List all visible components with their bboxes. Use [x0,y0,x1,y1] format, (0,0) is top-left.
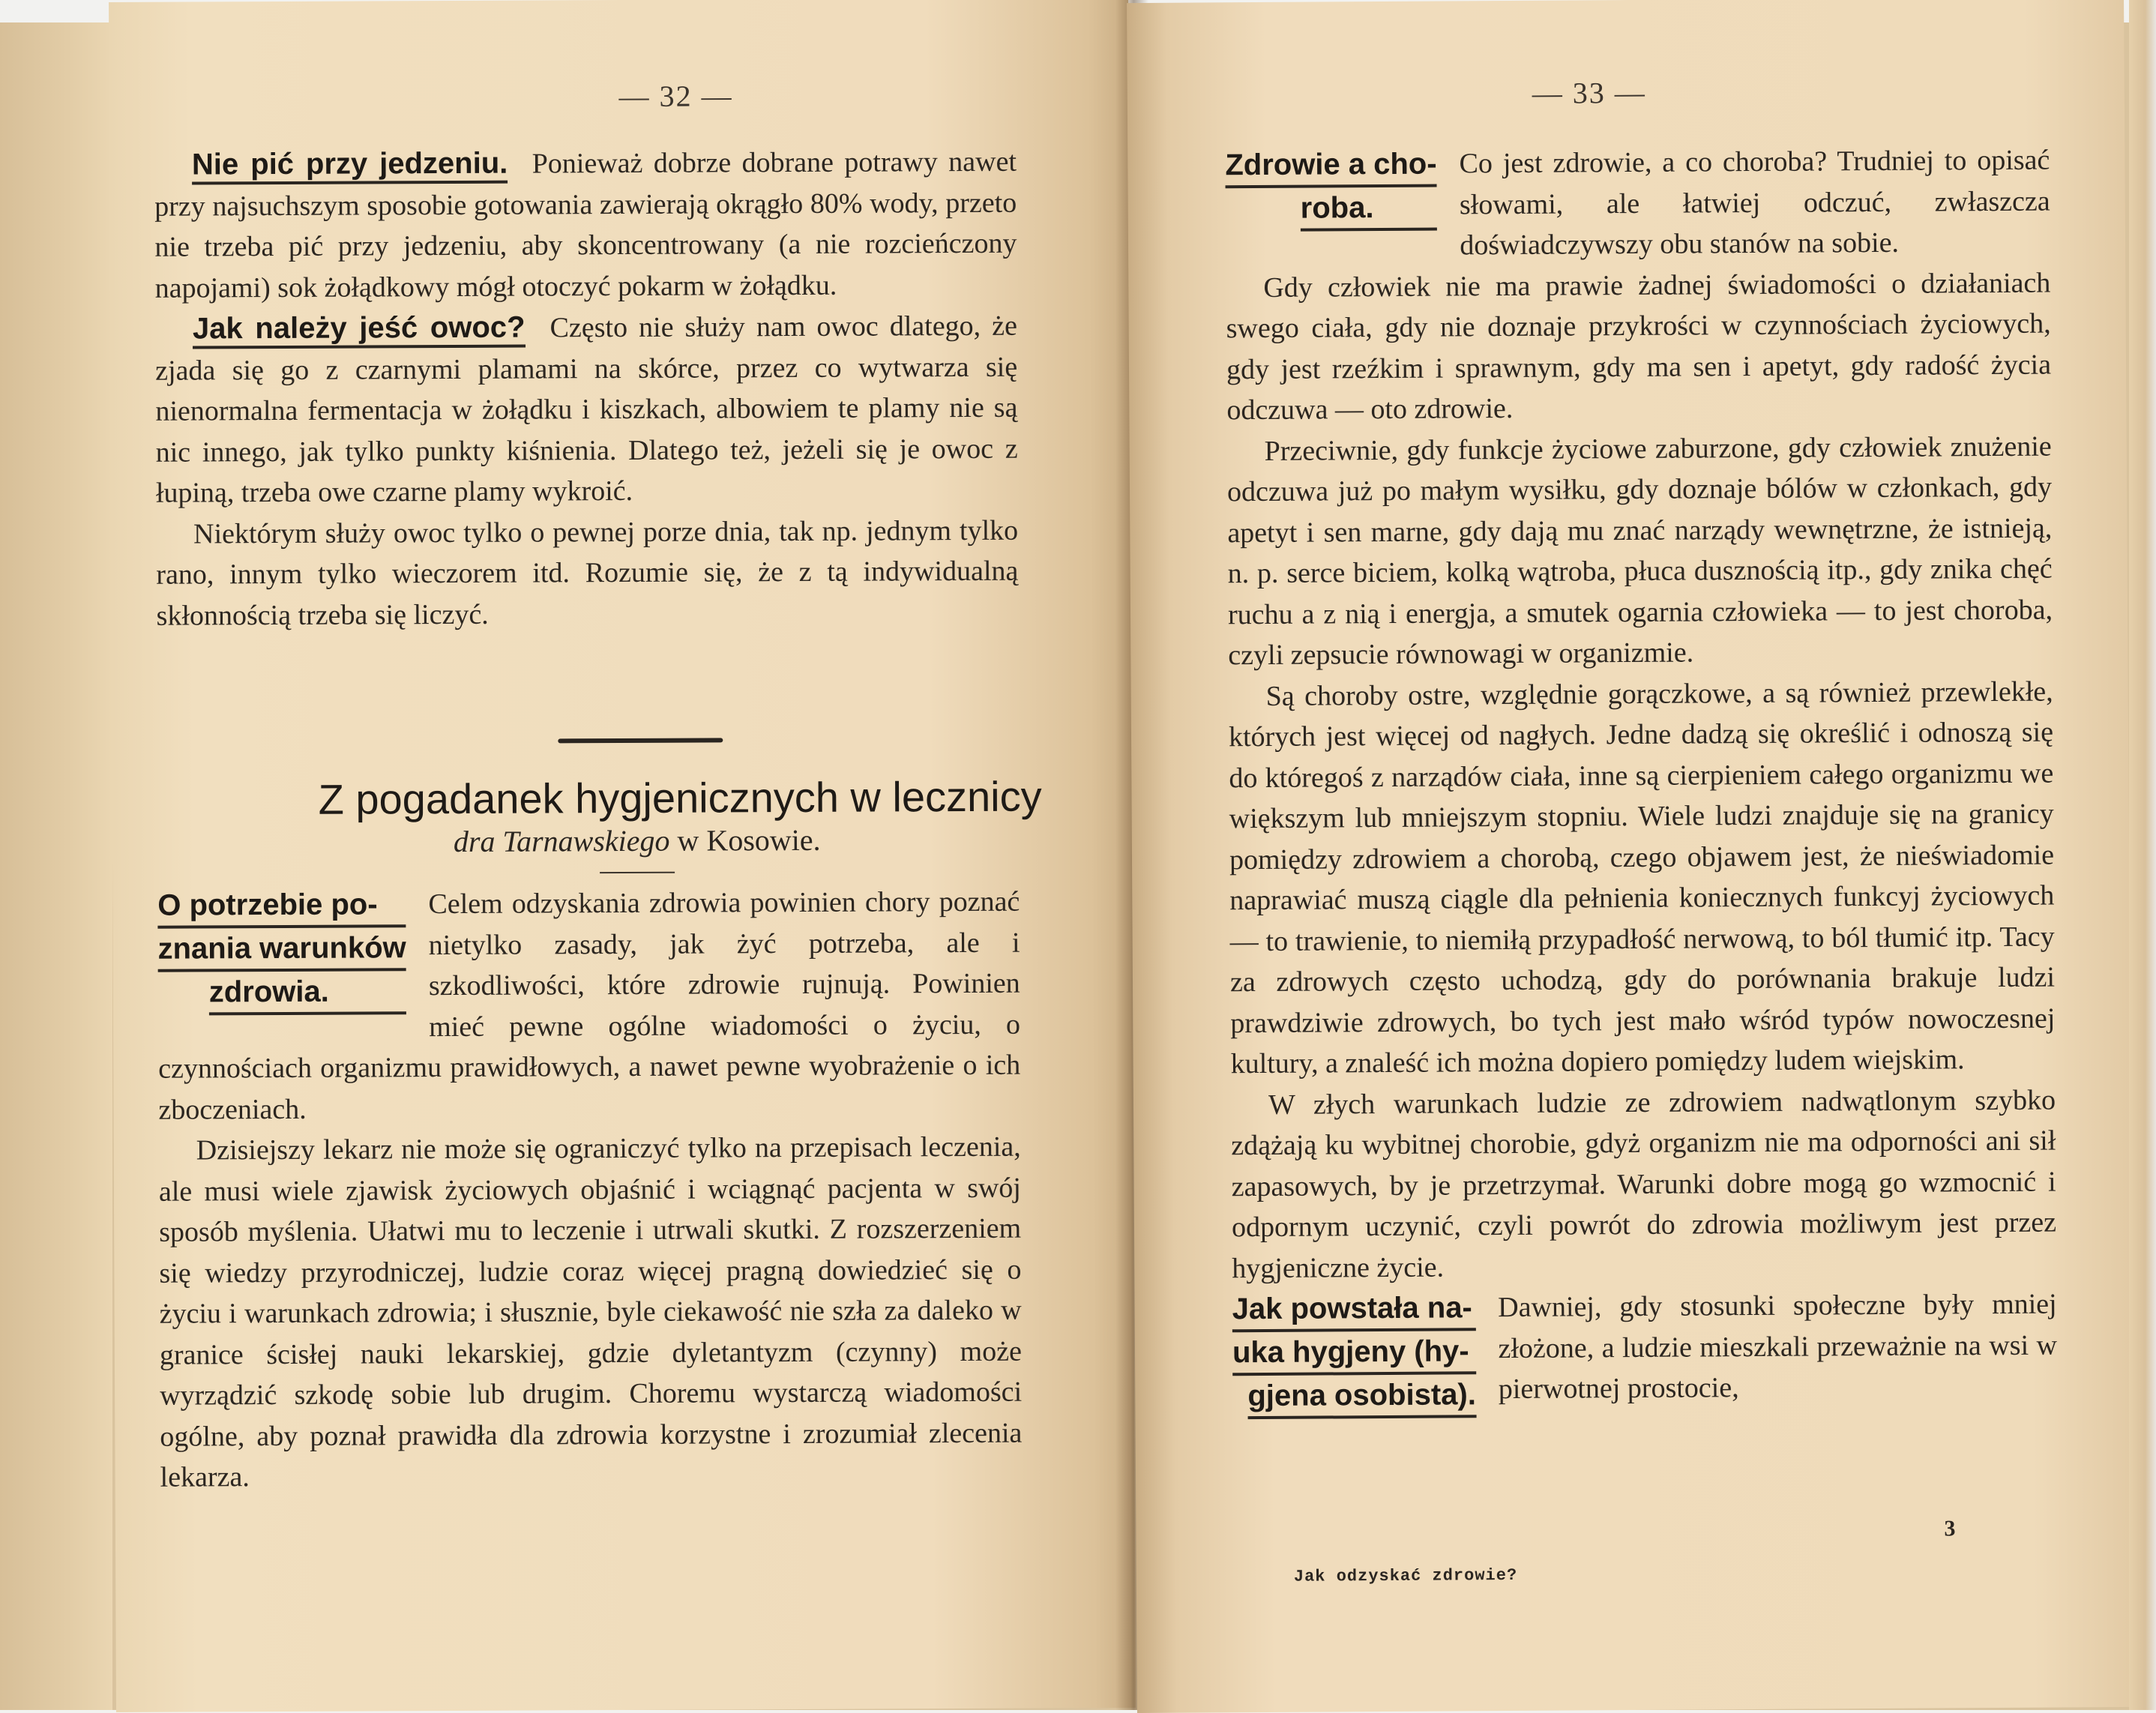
paragraph-owoc: Często nie służy nam owoc dlatego, że zjada się go z czarnymi plamami na skórce, przez co wytwarza się nienormalna fermentacja w żołądku i kiszkach, albowiem te plamy nie są nic innego, jak tylko punkty kiśnienia. Dlatego też, jeżeli się je owoc z łupiną, trzeba owe czarne plamy wykroić. [155,310,1018,509]
side-heading-potrzebie [157,884,406,1015]
signature-mark: 3 [1944,1516,1956,1541]
side-heading-line: uka hygjeny (hy- [1232,1331,1476,1376]
side-heading-line: roba. [1301,187,1438,232]
side-heading-line: zdrowia. [209,971,406,1015]
left-text-block-2 [157,882,1023,1499]
paragraph-owoc-2: Niektórym służy owoc tylko o pewnej porze dnia, tak np. jednym tylko rano, innym tylko wieczorem itd. Rozumie się, że z tą indywidualną skłonnością trzeba się liczyć. [156,514,1019,632]
byline-author: dra Tarnawskiego [453,823,670,858]
side-heading-line: Jak powstała na- [1232,1287,1476,1332]
side-heading-line: gjena osobista). [1247,1374,1476,1419]
paragraph-dawniej: Dawniej, gdy stosunki społeczne były mniej złożone, a ludzie mieszkali przeważnie na wsi w pierwotnej prostocie, [1498,1288,2058,1406]
byline-place: w Kosowie. [677,822,821,858]
side-heading-hygjena [1232,1287,1477,1419]
right-page [1127,0,2134,1713]
paragraph-lekarz: Dzisiejszy lekarz nie może się ograniczyć tylko na przepisach leczenia, ale musi wiele zjawisk życiowych objaśnić i wciągnąć pacjenta w swój sposób myślenia. Ułatwi mu to leczenie i utrwali skutki. Z rozszerzeniem się wiedzy przyrodniczej, ludzie coraz więcej pragną dowiedzieć się o życiu i warunkach zdrowia; i słusznie, byle ciekawość nie szła za daleko w granice ścisłej nauki lekarskiej, gdzie dyletantyzm (czynny) może wyrządzić szkodę sobie lub drugim. Choremu wystarczą wiadomości ogólne, aby poznał prawidła dla zdrowia korzystne i zrozumiał zlecenia lekarza. [158,1131,1023,1493]
left-page [109,0,1136,1712]
paragraph-zlych-warunkach: W złych warunkach ludzie ze zdrowiem nadwątlonym szybko zdążają ku wybitnej chorobie, gdyż organizm nie ma odporności ani sił zapasowych, by je przetrzymał. Warunki dobre mogą go wzmocnić i odpornym uczynić, czyli powrót do zdrowia możliwym jest przez hygjeniczne życie. [1231,1084,2057,1284]
side-heading-zdrowie [1225,144,1437,232]
paragraph-choroby: Są choroby ostre, względnie gorączkowe, a są również przewlekłe, których jest więcej od nagłych. Jedne dadzą się określić i odnoszą się do któregoś z narządów ciała, inne są cierpieniem całego organizmu we większym lub mniejszym stopniu. Wiele ludzi znajduje się na granicy pomiędzy zdrowiem a chorobą, czego objawem jest, że nieświadomie naprawiać muszą ciągle dla pełnienia koniecznych funkcyj życiowych — to trawienie, to niemiłą przypadłość nerwową, to ból tłumić itp. Tacy za zdrowych często uchodzą, gdy do porównania brakuje ludzi prawdziwie zdrowych, bo tych jest mało wśród typów nowoczesnej kultury, a znaleść ich można dopiero pomiędzy ludem wiejskim. [1228,675,2056,1080]
ornament-divider [558,738,723,743]
paragraph-przeciwnie: Przeciwnie, gdy funkcje życiowe zaburzone, gdy człowiek znużenie odczuwa już po małym wysiłku, gdy doznaje bólów w członkach, gdy apetyt i sen marne, gdy dają mu znać narządy wewnętrzne, że istnieją, n. p. serce biciem, kolką wątroba, płuca dusznością itp., gdy znika chęć ruchu a z nią i energja, a smutek ogarnia człowieka — to jest choroba, czyli zepsucie równowagi w organizmie. [1226,430,2053,672]
footer-book-title: Jak odzyskać zdrowie? [1293,1565,1518,1586]
heading-owoc: Jak należy jeść owoc? [193,311,526,349]
side-heading-line: znania warunków [157,927,406,972]
heading-nie-pic: Nie pić przy jedzeniu. [192,147,508,185]
chapter-title: Z pogadanek hygjenicznych w lecznicy [318,772,1042,823]
side-heading-line: O potrzebie po- [157,884,406,928]
page-number-left: — 32 — [618,79,733,114]
right-text-block [1225,140,2057,1420]
right-page-edge [2129,0,2156,1710]
left-text-block-1 [154,141,1019,636]
title-rule [600,872,675,873]
paragraph-gdy-czlowiek: Gdy człowiek nie ma prawie żadnej świadomości o działaniach swego ciała, gdy nie doznaje przykrości w czynnościach życiowych, gdy jest rzeźkim i sprawnym, gdy ma sen i apetyt, gdy radość życia odczuwa — oto zdrowie. [1226,267,2052,427]
paragraph-zdrowie: Co jest zdrowie, a co choroba? Trudniej to opisać słowami, ale łatwiej odczuć, zwłaszcza doświadczywszy obu stanów na sobie. [1459,144,2050,262]
paragraph-potrzebie: Celem odzyskania zdrowia powinien chory poznać nietylko zasady, jak żyć potrzeba, ale i szkodliwości, które zdrowie rujnują. Powinien mieć pewne ogólne wiadomości o życiu, o czynnościach organizmu prawidłowych, a nawet pewne wyobrażenie o ich zboczeniach. [158,885,1021,1126]
left-page-edge [0,22,112,1710]
side-heading-line: Zdrowie a cho- [1225,144,1437,189]
page-number-right: — 33 — [1532,75,1646,110]
chapter-byline [454,822,821,859]
paragraph-nie-pic: Ponieważ dobrze dobrane potrawy nawet przy najsuchszym sposobie gotowania zawierają okrągło 80% wody, przeto nie trzeba pić przy jedzeniu, aby skoncentrowany (a nie rozcieńczony napojami) sok żołądkowy mógł otoczyć pokarm w żołądku. [154,145,1017,304]
